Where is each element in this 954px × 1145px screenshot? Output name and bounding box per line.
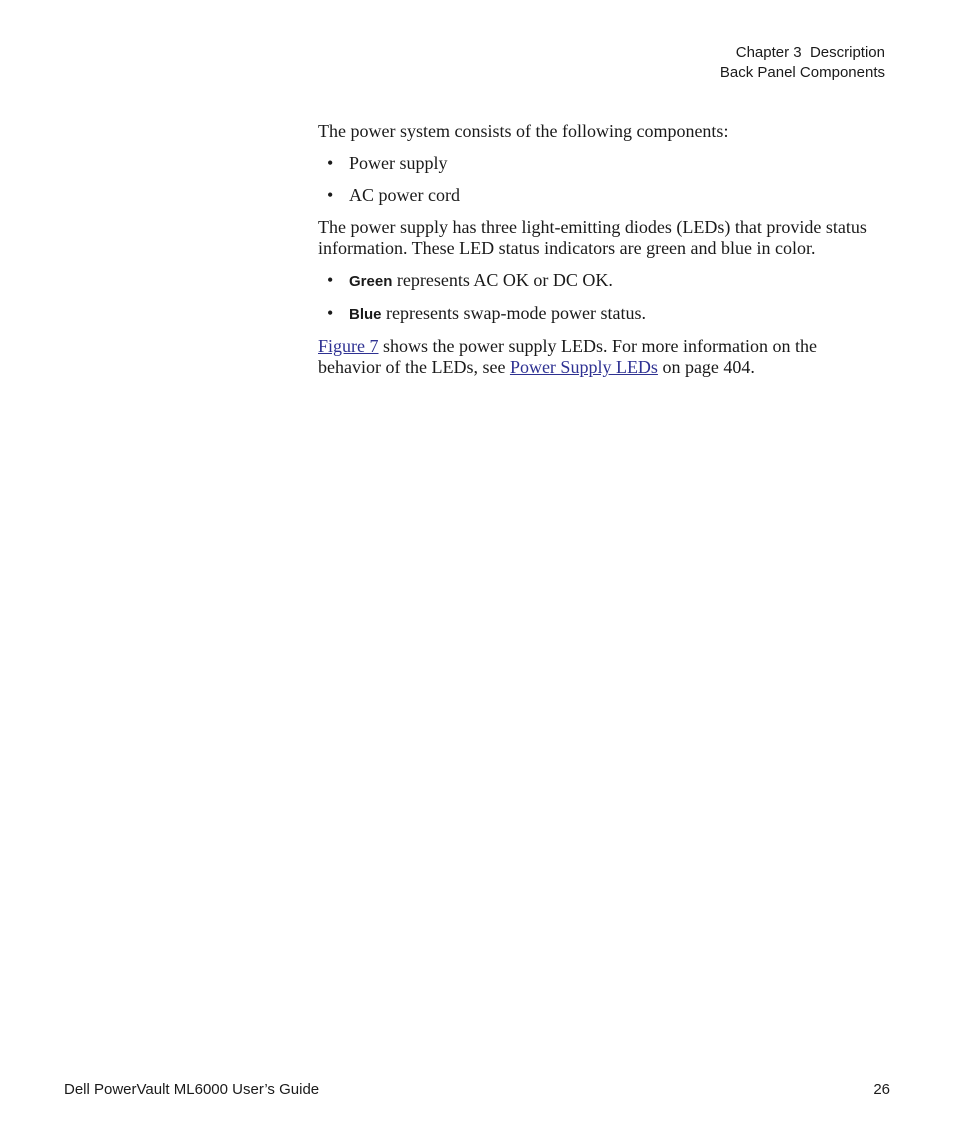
- led-term-blue: Blue: [349, 306, 382, 323]
- led-paragraph: The power supply has three light-emitting diodes (LEDs) that provide status information. These LED status indicators are green and blue in color.: [318, 217, 867, 258]
- list-item: [318, 153, 878, 174]
- bullet-icon: •: [327, 270, 334, 290]
- bullet-icon: •: [327, 153, 334, 173]
- components-list: [318, 153, 878, 206]
- closing-text-2: on page 404.: [657, 357, 755, 377]
- list-item: [318, 303, 878, 325]
- header-chapter: Chapter 3 Description: [735, 44, 885, 61]
- main-content: [318, 121, 878, 389]
- page-footer: [64, 1080, 890, 1100]
- figure-7-link[interactable]: Figure 7: [318, 336, 379, 356]
- bullet-icon: •: [327, 185, 334, 205]
- bullet-icon: •: [327, 303, 334, 323]
- page-header: [720, 43, 885, 83]
- page-number: 26: [873, 1081, 890, 1098]
- power-supply-leds-link[interactable]: Power Supply LEDs: [509, 357, 658, 377]
- header-section: Back Panel Components: [719, 64, 885, 81]
- closing-text-1: shows the power supply LEDs. For more information on the behavior of the LEDs, see: [318, 336, 817, 377]
- led-desc-green: represents AC OK or DC OK.: [392, 270, 613, 290]
- led-desc-blue: represents swap-mode power status.: [381, 303, 646, 323]
- component-power-supply: Power supply: [349, 153, 448, 173]
- intro-paragraph: The power system consists of the following components:: [318, 121, 729, 141]
- component-ac-power-cord: AC power cord: [349, 185, 460, 205]
- closing-paragraph: [318, 336, 878, 378]
- footer-title: Dell PowerVault ML6000 User’s Guide: [64, 1081, 320, 1098]
- led-term-green: Green: [349, 273, 393, 290]
- list-item: [318, 270, 878, 292]
- led-list: [318, 270, 878, 325]
- list-item: [318, 185, 878, 206]
